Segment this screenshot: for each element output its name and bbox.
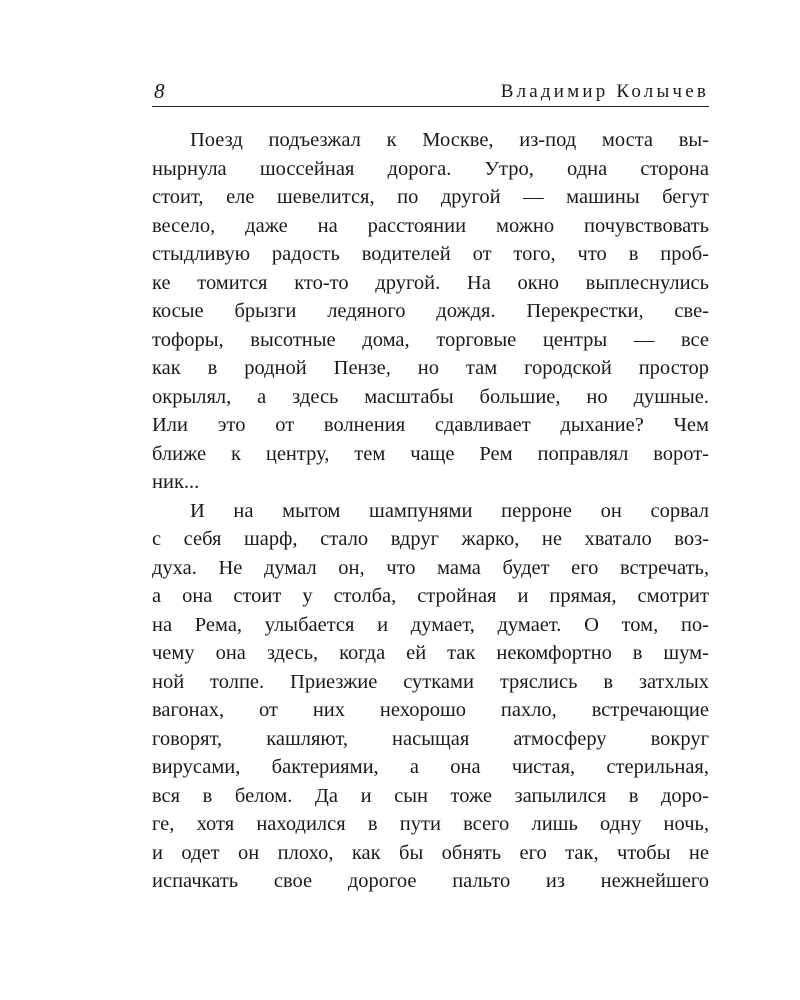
book-page: [152, 78, 709, 896]
text-line: Или это от волнения сдавливает дыхание? Чем: [152, 414, 709, 436]
text-line: а она стоит у столба, стройная и прямая, смотрит: [152, 585, 709, 607]
text-line: ближе к центру, тем чаще Рем поправлял ворот-: [152, 442, 709, 465]
text-line: чему она здесь, когда ей так некомфортно в шум-: [152, 642, 709, 664]
text-line: весело, даже на расстоянии можно почувствовать: [152, 214, 709, 237]
text-line: как в родной Пензе, но там городской простор: [152, 357, 709, 379]
text-line: ник...: [152, 471, 200, 493]
text-line: окрылял, а здесь масштабы большие, но душные.: [152, 385, 709, 408]
text-line: нырнула шоссейная дорога. Утро, одна сторона: [152, 157, 709, 180]
body-text: [152, 126, 709, 896]
text-line: на Рема, улыбается и думает, думает. О том, по-: [152, 613, 709, 636]
text-line: и одет он плохо, как бы обнять его так, чтобы не: [152, 841, 709, 864]
author-name: Владимир Колычев: [500, 81, 709, 102]
text-line: с себя шарф, стало вдруг жарко, не хватало воз-: [152, 528, 709, 550]
text-line: вся в белом. Да и сын тоже запылился в доро-: [152, 784, 709, 807]
text-line: вирусами, бактериями, а она чистая, стерильная,: [152, 756, 709, 778]
text-line: стыдливую радость водителей от того, что в проб-: [152, 243, 709, 265]
page-number: 8: [154, 79, 165, 103]
text-line: Поезд подъезжал к Москве, из-под моста вы-: [190, 129, 709, 151]
text-line: ной толпе. Приезжие сутками тряслись в затхлых: [152, 670, 709, 693]
text-line: говорят, кашляют, насыщая атмосферу вокруг: [152, 727, 709, 750]
text-line: вагонах, от них нехорошо пахло, встречающие: [152, 699, 709, 721]
text-line: духа. Не думал он, что мама будет его встречать,: [152, 556, 709, 579]
text-line: тофоры, высотные дома, торговые центры — все: [152, 328, 709, 351]
text-line: ке томится кто-то другой. На окно выплеснулись: [152, 271, 709, 294]
text-line: стоит, еле шевелится, по другой — машины бегут: [152, 186, 709, 208]
text-line: ге, хотя находился в пути всего лишь одну ночь,: [152, 813, 709, 835]
text-line: испачкать свое дорогое пальто из нежнейшего: [152, 870, 709, 892]
paragraph-1: [152, 126, 709, 497]
text-line: И на мытом шампунями перроне он сорвал: [190, 499, 709, 522]
running-head: [152, 78, 709, 107]
paragraph-2: [152, 497, 709, 896]
text-line: косые брызги ледяного дождя. Перекрестки, све-: [152, 300, 709, 322]
